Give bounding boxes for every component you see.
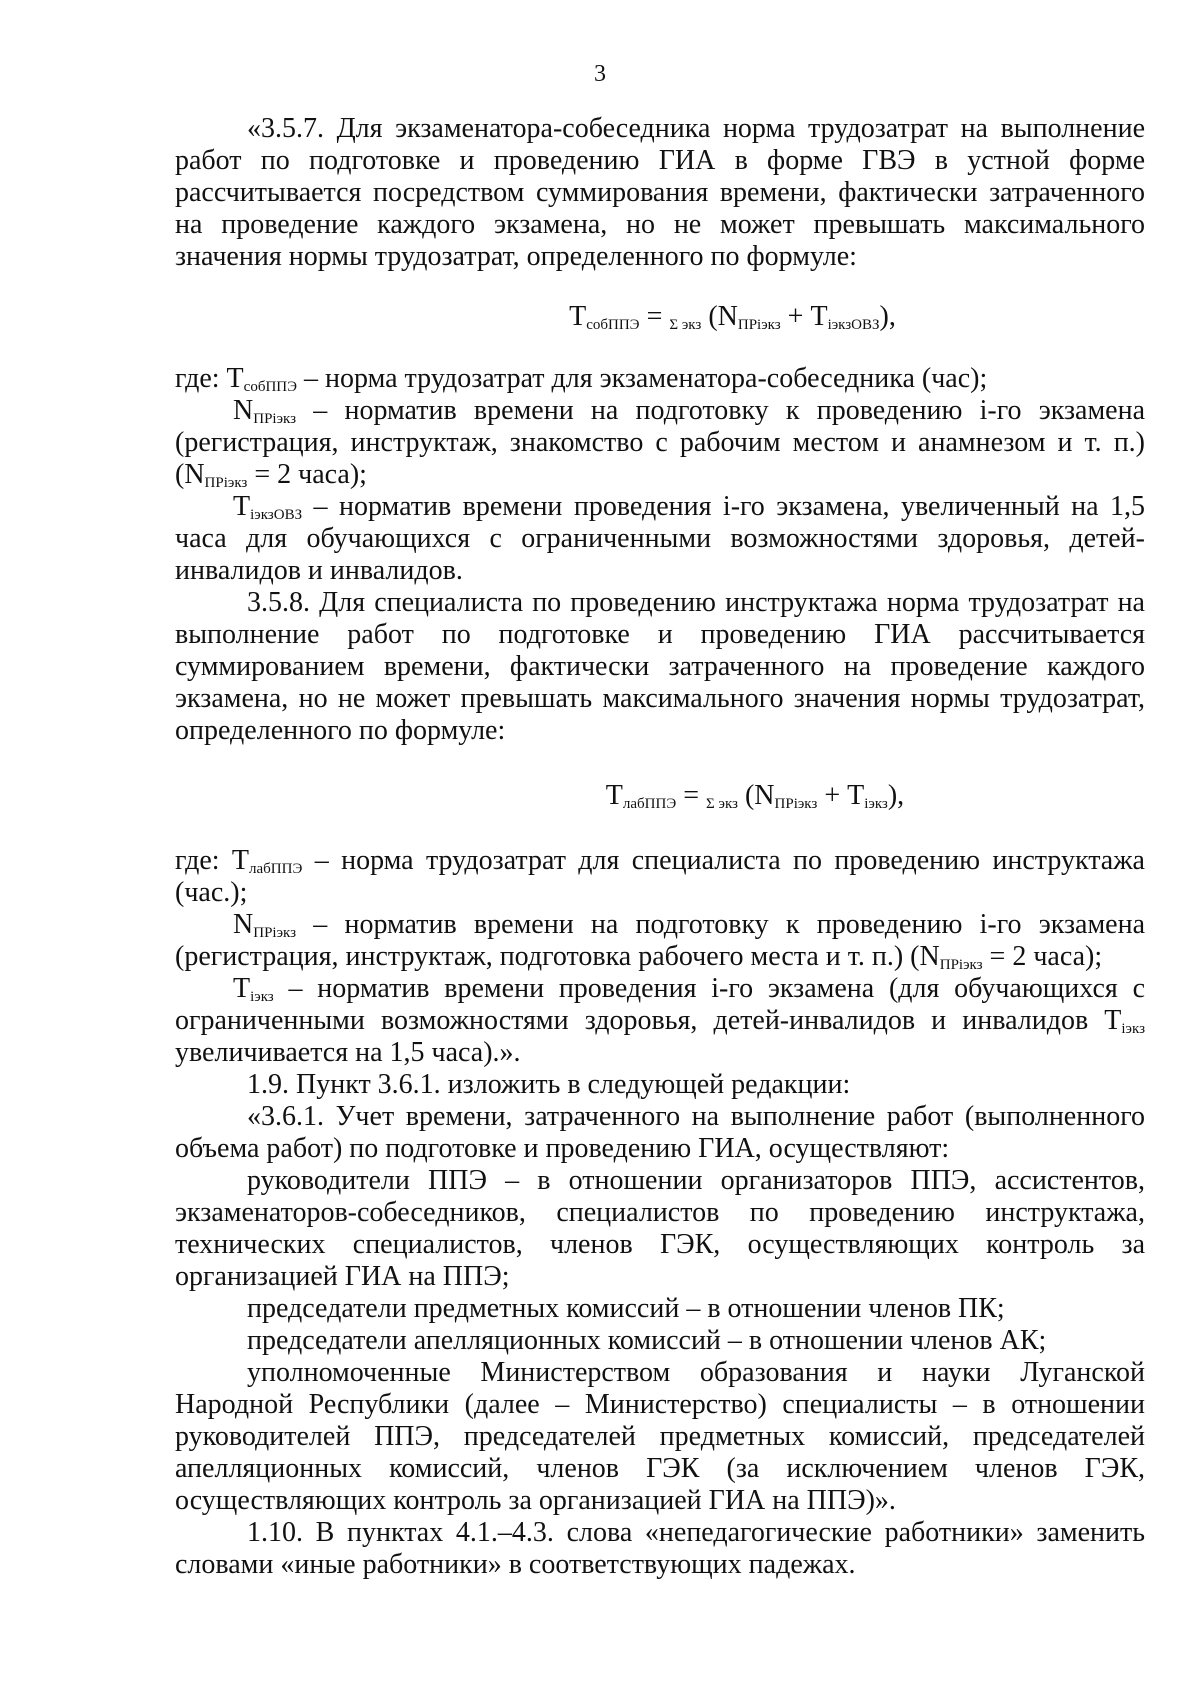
paragraph-1-10: 1.10. В пунктах 4.1.–4.3. слова «непедагогические работники» заменить словами «иные работники» в соответствующих падежах. [175, 1517, 1145, 1580]
definition-tovz: $T_{iэкзОВЗ}$ – норматив времени проведения i-го экзамена, увеличенный на 1,5 часа для обучающихся с ограниченными возможностями здоровья, детей-инвалидов и инвалидов. [175, 491, 1145, 586]
paragraph-3-5-8: 3.5.8. Для специалиста по проведению инструктажа норма трудозатрат на выполнение работ по подготовке и проведению ГИА рассчитывается суммированием времени, фактически затраченного на проведение каждого экзамена, но не может превышать максимального значения нормы трудозатрат, определенного по формуле: [175, 587, 1145, 746]
definition-npr: $N_{ПРiэкз}$ – норматив времени на подготовку к проведению i-го экзамена (регистрация, инструктаж, знакомство с рабочим местом и анамнезом и т. п.) ($N_{ПРiэкз} = 2$ часа); [175, 395, 1145, 491]
definition-tsob: где: $T_{собППЭ}$ – норма трудозатрат для экзаменатора-собеседника (час); [175, 363, 988, 395]
document-body [175, 113, 1145, 1581]
definition-tiekz: $T_{iэкз}$ – норматив времени проведения i-го экзамена (для обучающихся с ограниченными возможностями здоровья, детей-инвалидов и инвалидов $T_{iэкз}$ увеличивается на 1,5 часа).». [175, 973, 1145, 1068]
paragraph-3-6-1: «3.6.1. Учет времени, затраченного на выполнение работ (выполненного объема работ) по подготовке и проведению ГИА, осуществляют: [175, 1101, 1145, 1164]
formula-tsob: $T_{собППЭ} = _{\Sigma экз}$ $(N_{ПРiэкз} + T_{iэкзОВЗ})$, [569, 301, 896, 333]
list-item: уполномоченные Министерством образования и науки Луганской Народной Республики (далее – Министерство) специалисты – в отношении руководителей ППЭ, председателей предметных комиссий, председателей апелляционных комиссий, членов ГЭК (за исключением членов ГЭК, осуществляющих контроль за организацией ГИА на ППЭ)». [175, 1357, 1145, 1516]
list-item: руководители ППЭ – в отношении организаторов ППЭ, ассистентов, экзаменаторов-собеседников, специалистов по проведению инструктажа, технических специалистов, членов ГЭК, осуществляющих контроль за организацией ГИА на ППЭ; [175, 1165, 1145, 1292]
definition-npr-2: $N_{ПРiэкз}$ – норматив времени на подготовку к проведению i-го экзамена (регистрация, инструктаж, подготовка рабочего места и т. п.) ($N_{ПРiэкз} = 2$ часа); [175, 909, 1145, 973]
list-item: председатели апелляционных комиссий – в отношении членов АК; [247, 1325, 1047, 1356]
formula-tlab: $T_{лабППЭ} = _{\Sigma экз}$ $(N_{ПРiэкз} + T_{iэкз})$, [605, 780, 905, 812]
page-number: 3 [594, 61, 606, 87]
paragraph-3-5-7: «3.5.7. Для экзаменатора-собеседника норма трудозатрат на выполнение работ по подготовке и проведению ГИА в форме ГВЭ в устной форме рассчитывается посредством суммирования времени, фактически затраченного на проведение каждого экзамена, но не может превышать максимального значения нормы трудозатрат, определенного по формуле: [175, 113, 1145, 272]
list-item: председатели предметных комиссий – в отношении членов ПК; [247, 1293, 1005, 1324]
paragraph-1-9: 1.9. Пункт 3.6.1. изложить в следующей редакции: [247, 1069, 851, 1100]
definition-tlab: где: $T_{лабППЭ}$ – норма трудозатрат для специалиста по проведению инструктажа (час.); [175, 845, 1145, 908]
